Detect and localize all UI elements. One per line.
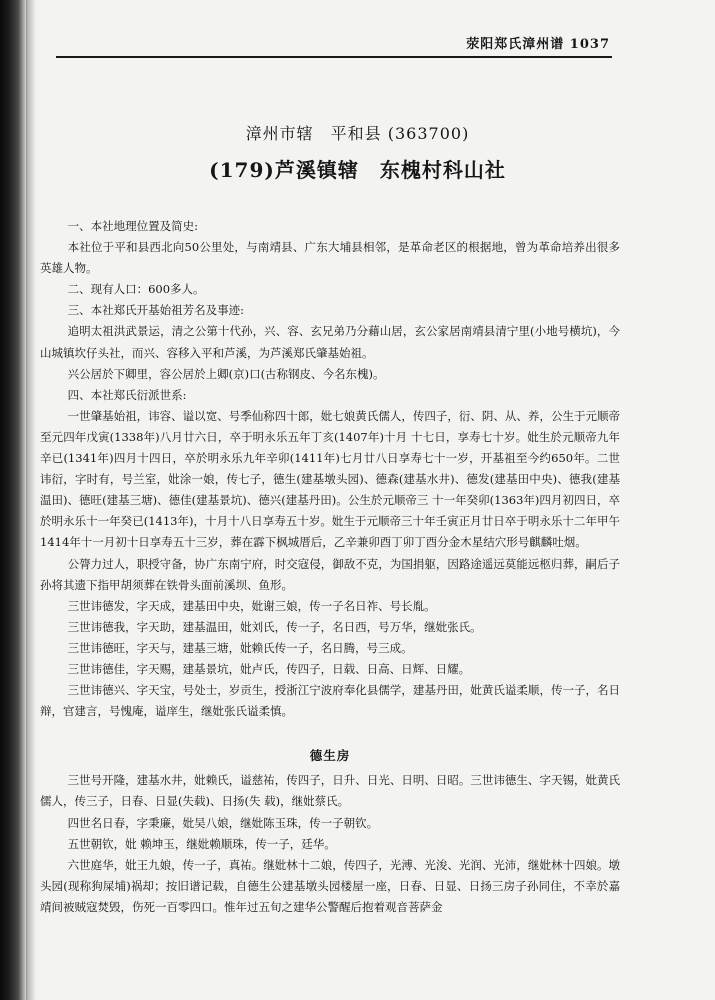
village-title: (179)芦溪镇辖 东槐村科山社 bbox=[209, 158, 506, 182]
section-heading: 德生房 bbox=[309, 748, 351, 764]
paragraph: 二、现有人口：600多人。 bbox=[67, 282, 205, 297]
paragraph: 本社位于平和县西北向50公里处，与南靖县、广东大埔县相邻，是革命老区的根据地，曾为革命培养出很多英雄人物。 bbox=[40, 240, 620, 276]
paragraph: 一世肇基始祖，讳容、谥以宽、号季仙称四十郎，妣七娘黄氏儒人，传四子，衍、阴、从、养，公生于元顺帝至元四年戊寅(1338年)八月廿六日，卒于明永乐五年丁亥(1407年)十月 十七日，享寿七十岁。妣生於元顺帝九年辛已(1341年)四月十四日，卒於明永乐九年辛卯(1411年)七月廿八日享寿七十一岁，开基祖至今约650年。二世讳衍，字时有，号兰室，妣涂一娘，传七子，德生(建基墩头园)、德森(建基水井)、德发(建基田中央)、德我(建基温田)、德旺(建基三塘)、德佳(建基景坑)、德兴(建基丹田)。公生於元顺帝三 十一年癸卯(1363年)四月初四日，卒於明永乐十一年癸已(1413年)，十月十八日享寿五十岁。妣生于元顺帝三十年壬寅正月廿日卒于明永乐十二年甲午 1414年十一月初十日享寿五十三岁，葬在霹下枫城厝后，乙辛兼卯酉丁卯丁酉分金木星结穴形号麒麟吐烟。 bbox=[40, 408, 620, 550]
paragraph: 三世号开隆，建基水井，妣赖氏，谥慈祐，传四子，日升、日光、日明、日昭。三世讳德生、字天锡，妣黄氏儒人，传三子，日春、日显(失载)、日扬(失 载)，继妣蔡氏。 bbox=[40, 773, 620, 809]
paragraph: 四、本社郑氏衍派世系: bbox=[67, 387, 187, 402]
section-paragraph-list bbox=[40, 770, 620, 918]
paragraph: 五世朝钦，妣 赖坤玉，继妣赖顺珠，传一子，廷华。 bbox=[67, 836, 336, 851]
paragraph: 六世庭华，妣王九娘，传一子，真祐。继妣林十二娘，传四子，光溥、光浚、光润、光沛，继妣林十四娘。墩头园(现称狗屎埔)祸却；按旧谱记载，自德生公建基墩头园楼屋一座，日春、日显、日扬三房子孙同住，不幸於嘉靖间被贼寇焚毁，伤死一百零四口。惟年过五旬之建华公警醒后抱着观音菩萨金 bbox=[40, 857, 620, 914]
paragraph: 追明太祖洪武景运，清之公第十代孙，兴、容、玄兄弟乃分藉山居，玄公家居南靖县清宁里(小地号横坑)，今山城镇坎仔头社，而兴、容移入平和芦溪，为芦溪郑氏肇基始祖。 bbox=[40, 324, 620, 360]
paragraph: 三世讳德佳，字天赐，建基景坑，妣卢氏，传四子，日载、日高、日辉、日耀。 bbox=[67, 661, 471, 676]
book-spine-shadow bbox=[0, 0, 28, 1000]
paragraph: 三世讳德兴、字天宝，号处士，岁贡生，授浙江宁波府奉化县儒学，建基丹田，妣黄氏谥柔顺，传一子，名日辩，官建言，号愧庵，谥庠生，继妣张氏谥柔慎。 bbox=[40, 683, 620, 719]
paragraph: 一、本社地理位置及简史: bbox=[67, 219, 198, 233]
paragraph: 三世讳德发，字天成，建基田中央，妣谢三娘，传一子名日祚、号长胤。 bbox=[67, 598, 436, 613]
paragraph: 公膂力过人，职授守备，协广东南宁府，时交寇侵，御敌不克，为国捐躯，因路途遥远莫能远柩归葬，嗣后子孙将其遗下指甲胡须葬在铁骨头面前溪坝、鱼形。 bbox=[40, 556, 620, 592]
paragraph: 三、本社郑氏开基始祖芳名及事迹: bbox=[67, 303, 244, 318]
paragraph: 三世讳德我，字天助，建基温田，妣刘氏，传一子，名日西，号万华，继妣张氏。 bbox=[67, 619, 482, 634]
paragraph-list bbox=[40, 216, 620, 722]
paragraph: 四世名日春，字秉廉，妣吴八娘，继妣陈玉珠，传一子朝钦。 bbox=[67, 815, 379, 830]
body-text bbox=[40, 216, 620, 918]
running-head: 荥阳郑氏漳州谱 1037 bbox=[466, 37, 610, 52]
paragraph: 三世讳德旺，字天与，建基三塘，妣赖氏传一子，名日腾，号三成。 bbox=[67, 640, 413, 655]
spine-edge-shadow bbox=[26, 0, 36, 1000]
header-rule bbox=[56, 56, 612, 58]
paragraph: 兴公居於下卿里，容公居於上卿(京)口(古称钢皮、今名东槐)。 bbox=[67, 366, 385, 381]
region-title: 漳州市辖 平和县 (363700) bbox=[245, 124, 470, 143]
